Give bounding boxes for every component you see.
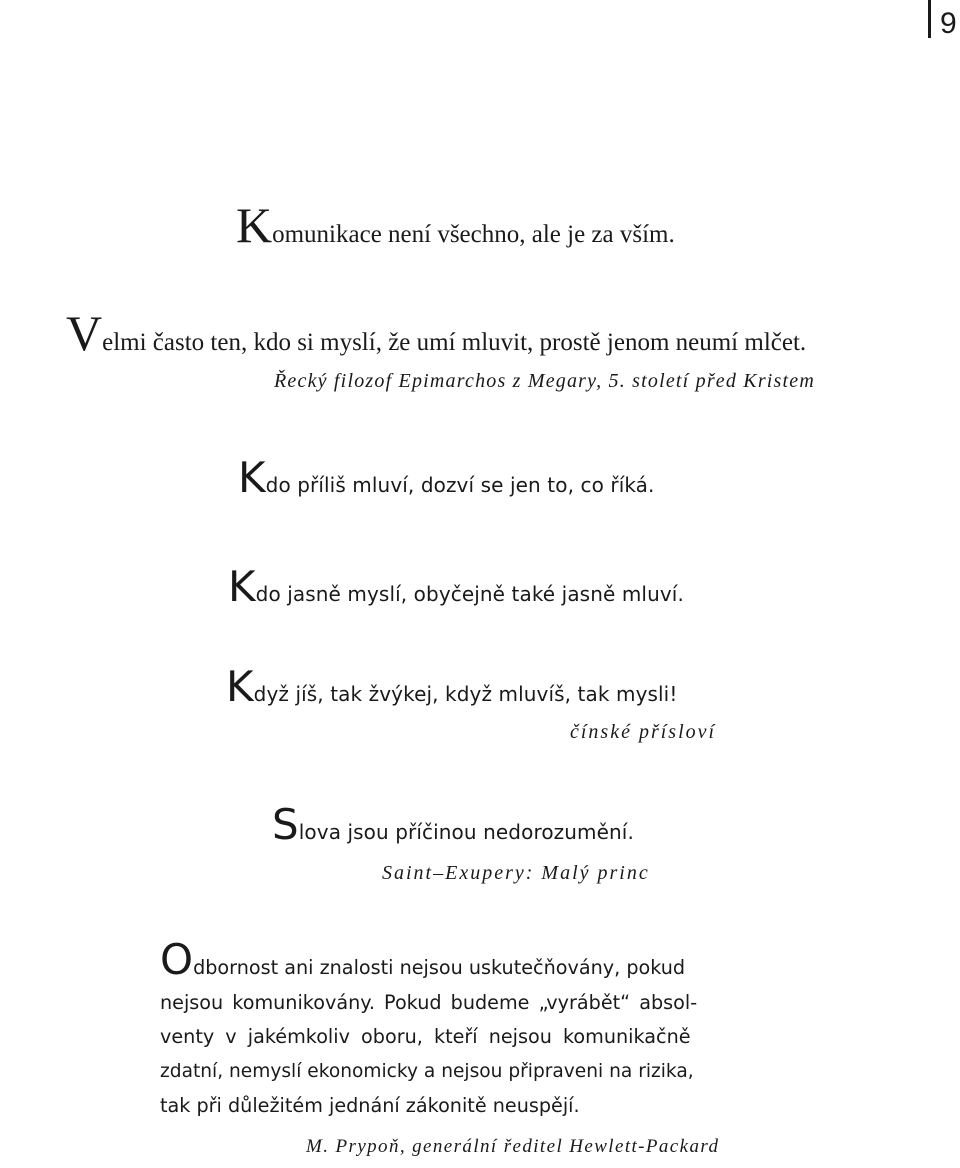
final-quote-initial: O bbox=[160, 935, 194, 984]
quote-2-text: elmi často ten, kdo si myslí, že umí mluvit, prostě jenom neumí mlčet. bbox=[102, 329, 807, 356]
quote-2-initial: V bbox=[66, 305, 103, 361]
quote-1 bbox=[236, 197, 675, 253]
final-quote-line-4: zdatní, nemyslí ekonomicky a nejsou připraveni na rizika, bbox=[160, 1060, 694, 1082]
quote-4-text: do jasně myslí, obyčejně také jasně mluví. bbox=[255, 582, 684, 606]
quote-2-attribution: Řecký filozof Epimarchos z Megary, 5. století před Kristem bbox=[274, 370, 816, 392]
quote-3-initial: K bbox=[238, 453, 266, 502]
final-quote-attribution: M. Prypoň, generální ředitel Hewlett-Packard bbox=[306, 1136, 720, 1157]
page-number: 9 bbox=[940, 7, 957, 40]
final-quote-line-1-text: dbornost ani znalosti nejsou uskutečňovány, pokud bbox=[193, 956, 686, 979]
quote-5-initial: K bbox=[226, 662, 254, 711]
quote-6-attribution: Saint–Exupery: Malý princ bbox=[382, 862, 650, 884]
quote-1-text: omunikace není všechno, ale je za vším. bbox=[272, 221, 675, 248]
quote-6 bbox=[272, 800, 634, 849]
page-number-rule bbox=[928, 0, 931, 38]
quote-1-initial: K bbox=[236, 197, 273, 253]
quote-3-text: do příliš mluví, dozví se jen to, co říká. bbox=[265, 473, 655, 497]
quote-3 bbox=[238, 453, 655, 502]
final-quote-line-3: venty v jakémkoliv oboru, kteří nejsou komunikačně bbox=[160, 1025, 691, 1048]
quote-5 bbox=[226, 662, 678, 711]
final-quote-line-2: nejsou komunikovány. Pokud budeme „vyrábět“ absol- bbox=[160, 990, 698, 1014]
quote-4-initial: K bbox=[228, 562, 256, 611]
final-quote-line-5: tak při důležitém jednání zákonitě neuspějí. bbox=[160, 1094, 580, 1117]
quote-6-text: lova jsou příčinou nedorozumění. bbox=[298, 820, 634, 844]
final-quote bbox=[160, 935, 780, 1124]
quote-4 bbox=[228, 562, 684, 611]
quote-5-attribution: čínské přísloví bbox=[570, 721, 717, 743]
final-quote-line-1 bbox=[160, 935, 780, 986]
quote-6-initial: S bbox=[272, 800, 299, 849]
quote-2 bbox=[66, 305, 807, 361]
quote-5-text: dyž jíš, tak žvýkej, když mluvíš, tak mysli! bbox=[253, 682, 678, 706]
